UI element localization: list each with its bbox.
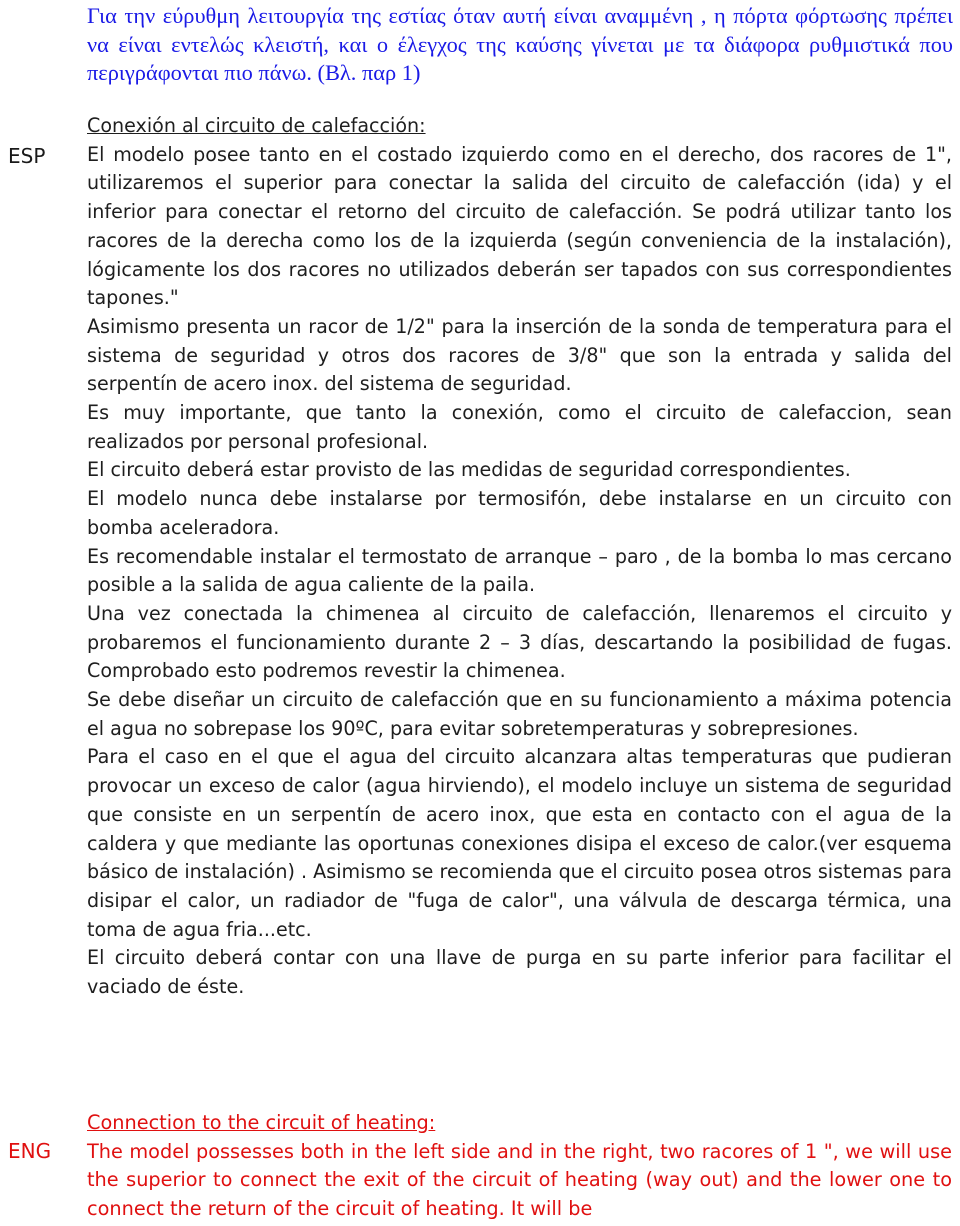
paragraph-es-9: Para el caso en el que el agua del circuito alcanzara altas temperaturas que pudieran provocar un exceso de calor (agua hirviendo), el modelo incluye un sistema de seguridad que consiste en un serpentín de acero inox, que esta en contacto con el agua de la caldera y que mediante las oportunas conexiones disipa el exceso de calor.(ver esquema básico de instalación) . Asimismo se recomienda que el circuito posea otros sistemas para disipar el calor, un radiador de "fuga de calor", una válvula de descarga térmica, una toma de agua fria...etc.	[87, 745, 952, 941]
section-english	[87, 1109, 952, 1224]
paragraph-es-6: Es recomendable instalar el termostato de arranque – paro , de la bomba lo mas cercano posible a la salida de agua caliente de la paila.	[87, 544, 952, 597]
section-heading-en: Connection to the circuit of heating:	[87, 1111, 436, 1134]
paragraph-es-7: Una vez conectada la chimenea al circuito de calefacción, llenaremos el circuito y probaremos el funcionamiento durante 2 – 3 días, descartando la posibilidad de fugas. Comprobado esto podremos revestir la chimenea.	[87, 601, 952, 683]
paragraph-es-8: Se debe diseñar un circuito de calefacción que en su funcionamiento a máxima potencia el agua no sobrepase los 90ºC, para evitar sobretemperaturas y sobrepresiones.	[87, 688, 952, 740]
greek-paragraph: Για την εύρυθμη λειτουργία της εστίας όταν αυτή είναι αναμμένη , η πόρτα φόρτωσης πρέπει να είναι εντελώς κλειστή, και ο έλεγχος της καύσης γίνεται με τα διάφορα ρυθμιστικά που περιγράφονται πιο πάνω. (Βλ. παρ 1)	[87, 3, 953, 85]
paragraph-es-5: El modelo nunca debe instalarse por termosifón, debe instalarse en un circuito con bomba aceleradora.	[87, 487, 952, 539]
paragraph-es-10: El circuito deberá contar con una llave de purga en su parte inferior para facilitar el vaciado de éste.	[87, 946, 952, 999]
lang-label-eng: ENG	[8, 1139, 52, 1163]
section-heading-es: Conexión al circuito de calefacción:	[87, 114, 426, 137]
section-spanish	[87, 112, 952, 1002]
paragraph-en-1: The model possesses both in the left side and in the right, two racores of 1 ", we will use the superior to connect the exit of the circuit of heating (way out) and the lower one to connect the return of the circuit of heating. It will be	[87, 1139, 952, 1221]
paragraph-es-4: El circuito deberá estar provisto de las medidas de seguridad correspondientes.	[87, 458, 851, 482]
lang-label-esp: ESP	[8, 144, 46, 168]
paragraph-es-2: Asimismo presenta un racor de 1/2" para la inserción de la sonda de temperatura para el sistema de seguridad y otros dos racores de 3/8" que son la entrada y salida del serpentín de acero inox. del sistema de seguridad.	[87, 314, 952, 396]
paragraph-es-3: Es muy importante, que tanto la conexión, como el circuito de calefaccion, sean realizados por personal profesional.	[87, 401, 952, 453]
paragraph-es-1: El modelo posee tanto en el costado izquierdo como en el derecho, dos racores de 1", utilizaremos el superior para conectar la salida del circuito de calefacción (ida) y el inferior para conectar el retorno del circuito de calefacción. Se podrá utilizar tanto los racores de la derecha como los de la izquierda (según conveniencia de la instalación), lógicamente los dos racores no utilizados deberán ser tapados con sus correspondientes tapones."	[87, 142, 952, 310]
